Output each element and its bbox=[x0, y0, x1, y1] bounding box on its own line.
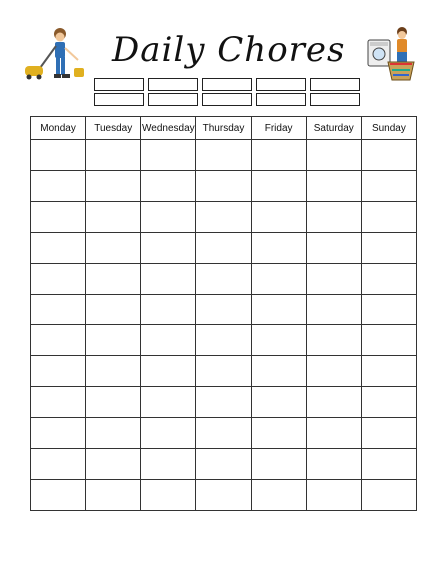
chore-cell[interactable] bbox=[361, 294, 416, 325]
chore-cell[interactable] bbox=[86, 232, 141, 263]
chore-cell[interactable] bbox=[361, 387, 416, 418]
chore-cell[interactable] bbox=[86, 356, 141, 387]
blank-row bbox=[94, 93, 360, 106]
chore-cell[interactable] bbox=[306, 356, 361, 387]
chore-cell[interactable] bbox=[86, 140, 141, 171]
chore-cell[interactable] bbox=[361, 263, 416, 294]
chore-cell[interactable] bbox=[306, 170, 361, 201]
chore-cell[interactable] bbox=[306, 294, 361, 325]
chore-cell[interactable] bbox=[141, 232, 196, 263]
table-row bbox=[31, 449, 417, 480]
chore-cell[interactable] bbox=[306, 201, 361, 232]
column-header-sunday: Sunday bbox=[361, 117, 416, 140]
chore-cell[interactable] bbox=[31, 418, 86, 449]
chore-cell[interactable] bbox=[86, 294, 141, 325]
chore-cell[interactable] bbox=[251, 232, 306, 263]
chore-cell[interactable] bbox=[86, 325, 141, 356]
person-vacuuming-icon bbox=[22, 26, 88, 86]
chore-cell[interactable] bbox=[86, 387, 141, 418]
chore-cell[interactable] bbox=[31, 479, 86, 510]
chore-cell[interactable] bbox=[196, 449, 251, 480]
chore-cell[interactable] bbox=[251, 325, 306, 356]
table-row bbox=[31, 356, 417, 387]
chore-cell[interactable] bbox=[86, 479, 141, 510]
chore-cell[interactable] bbox=[251, 294, 306, 325]
column-header-thursday: Thursday bbox=[196, 117, 251, 140]
chore-cell[interactable] bbox=[196, 325, 251, 356]
person-laundry-icon bbox=[366, 26, 422, 84]
chore-cell[interactable] bbox=[361, 201, 416, 232]
chore-cell[interactable] bbox=[251, 387, 306, 418]
chore-cell[interactable] bbox=[141, 140, 196, 171]
chores-table-body bbox=[31, 140, 417, 511]
chore-cell[interactable] bbox=[141, 294, 196, 325]
chore-cell[interactable] bbox=[196, 263, 251, 294]
chore-cell[interactable] bbox=[196, 232, 251, 263]
chore-cell[interactable] bbox=[361, 170, 416, 201]
column-header-tuesday: Tuesday bbox=[86, 117, 141, 140]
chore-cell[interactable] bbox=[31, 140, 86, 171]
chores-table bbox=[30, 116, 417, 511]
chore-cell[interactable] bbox=[31, 201, 86, 232]
chore-cell[interactable] bbox=[141, 479, 196, 510]
chore-cell[interactable] bbox=[251, 356, 306, 387]
chore-cell[interactable] bbox=[31, 170, 86, 201]
column-header-wednesday: Wednesday bbox=[141, 117, 196, 140]
chore-cell[interactable] bbox=[86, 449, 141, 480]
chore-cell[interactable] bbox=[31, 263, 86, 294]
table-row bbox=[31, 294, 417, 325]
chore-cell[interactable] bbox=[141, 356, 196, 387]
chore-cell[interactable] bbox=[141, 170, 196, 201]
chore-cell[interactable] bbox=[361, 356, 416, 387]
chore-cell[interactable] bbox=[196, 418, 251, 449]
chore-cell[interactable] bbox=[141, 418, 196, 449]
chore-cell[interactable] bbox=[306, 263, 361, 294]
chore-cell[interactable] bbox=[361, 418, 416, 449]
chore-cell[interactable] bbox=[306, 479, 361, 510]
table-row bbox=[31, 170, 417, 201]
chore-cell[interactable] bbox=[141, 201, 196, 232]
column-header-monday: Monday bbox=[31, 117, 86, 140]
chore-cell[interactable] bbox=[251, 449, 306, 480]
chore-cell[interactable] bbox=[361, 449, 416, 480]
header-row bbox=[31, 117, 417, 140]
column-header-saturday: Saturday bbox=[306, 117, 361, 140]
column-header-friday: Friday bbox=[251, 117, 306, 140]
blank-box[interactable] bbox=[94, 78, 144, 91]
chore-cell[interactable] bbox=[86, 201, 141, 232]
chore-cell[interactable] bbox=[306, 387, 361, 418]
chore-cell[interactable] bbox=[141, 387, 196, 418]
page-title: Daily Chores bbox=[112, 30, 346, 70]
table-row bbox=[31, 232, 417, 263]
blank-box[interactable] bbox=[256, 78, 306, 91]
chore-cell[interactable] bbox=[196, 294, 251, 325]
blank-box[interactable] bbox=[202, 78, 252, 91]
table-row bbox=[31, 387, 417, 418]
table-row bbox=[31, 479, 417, 510]
chore-cell[interactable] bbox=[306, 418, 361, 449]
chore-cell[interactable] bbox=[306, 449, 361, 480]
table-row bbox=[31, 263, 417, 294]
chore-cell[interactable] bbox=[31, 294, 86, 325]
table-row bbox=[31, 140, 417, 171]
chore-cell[interactable] bbox=[251, 263, 306, 294]
chore-cell[interactable] bbox=[31, 356, 86, 387]
chore-cell[interactable] bbox=[361, 325, 416, 356]
blank-box[interactable] bbox=[256, 93, 306, 106]
blank-box[interactable] bbox=[148, 93, 198, 106]
chore-cell[interactable] bbox=[31, 232, 86, 263]
chore-cell[interactable] bbox=[361, 479, 416, 510]
chore-cell[interactable] bbox=[251, 170, 306, 201]
chore-cell[interactable] bbox=[196, 387, 251, 418]
blank-box[interactable] bbox=[202, 93, 252, 106]
chore-cell[interactable] bbox=[361, 232, 416, 263]
blank-box[interactable] bbox=[94, 93, 144, 106]
header-blank-boxes bbox=[94, 78, 360, 108]
chore-cell[interactable] bbox=[196, 201, 251, 232]
blank-box[interactable] bbox=[310, 78, 360, 91]
chore-cell[interactable] bbox=[361, 140, 416, 171]
chore-cell[interactable] bbox=[196, 356, 251, 387]
chore-cell[interactable] bbox=[251, 418, 306, 449]
chore-cell[interactable] bbox=[86, 263, 141, 294]
chore-cell[interactable] bbox=[306, 232, 361, 263]
blank-box[interactable] bbox=[310, 93, 360, 106]
chore-cell[interactable] bbox=[251, 201, 306, 232]
chore-cell[interactable] bbox=[86, 418, 141, 449]
blank-row bbox=[94, 78, 360, 91]
chore-cell[interactable] bbox=[141, 449, 196, 480]
chore-cell[interactable] bbox=[196, 140, 251, 171]
chore-cell[interactable] bbox=[196, 170, 251, 201]
chore-cell[interactable] bbox=[196, 479, 251, 510]
table-row bbox=[31, 418, 417, 449]
chore-cell[interactable] bbox=[306, 325, 361, 356]
table-row bbox=[31, 201, 417, 232]
blank-box[interactable] bbox=[148, 78, 198, 91]
chore-cell[interactable] bbox=[141, 263, 196, 294]
chore-cell[interactable] bbox=[251, 140, 306, 171]
chore-cell[interactable] bbox=[31, 387, 86, 418]
table-row bbox=[31, 325, 417, 356]
chore-cell[interactable] bbox=[31, 325, 86, 356]
chore-cell[interactable] bbox=[251, 479, 306, 510]
chore-cell[interactable] bbox=[141, 325, 196, 356]
chore-cell[interactable] bbox=[306, 140, 361, 171]
chore-cell[interactable] bbox=[86, 170, 141, 201]
chore-cell[interactable] bbox=[31, 449, 86, 480]
